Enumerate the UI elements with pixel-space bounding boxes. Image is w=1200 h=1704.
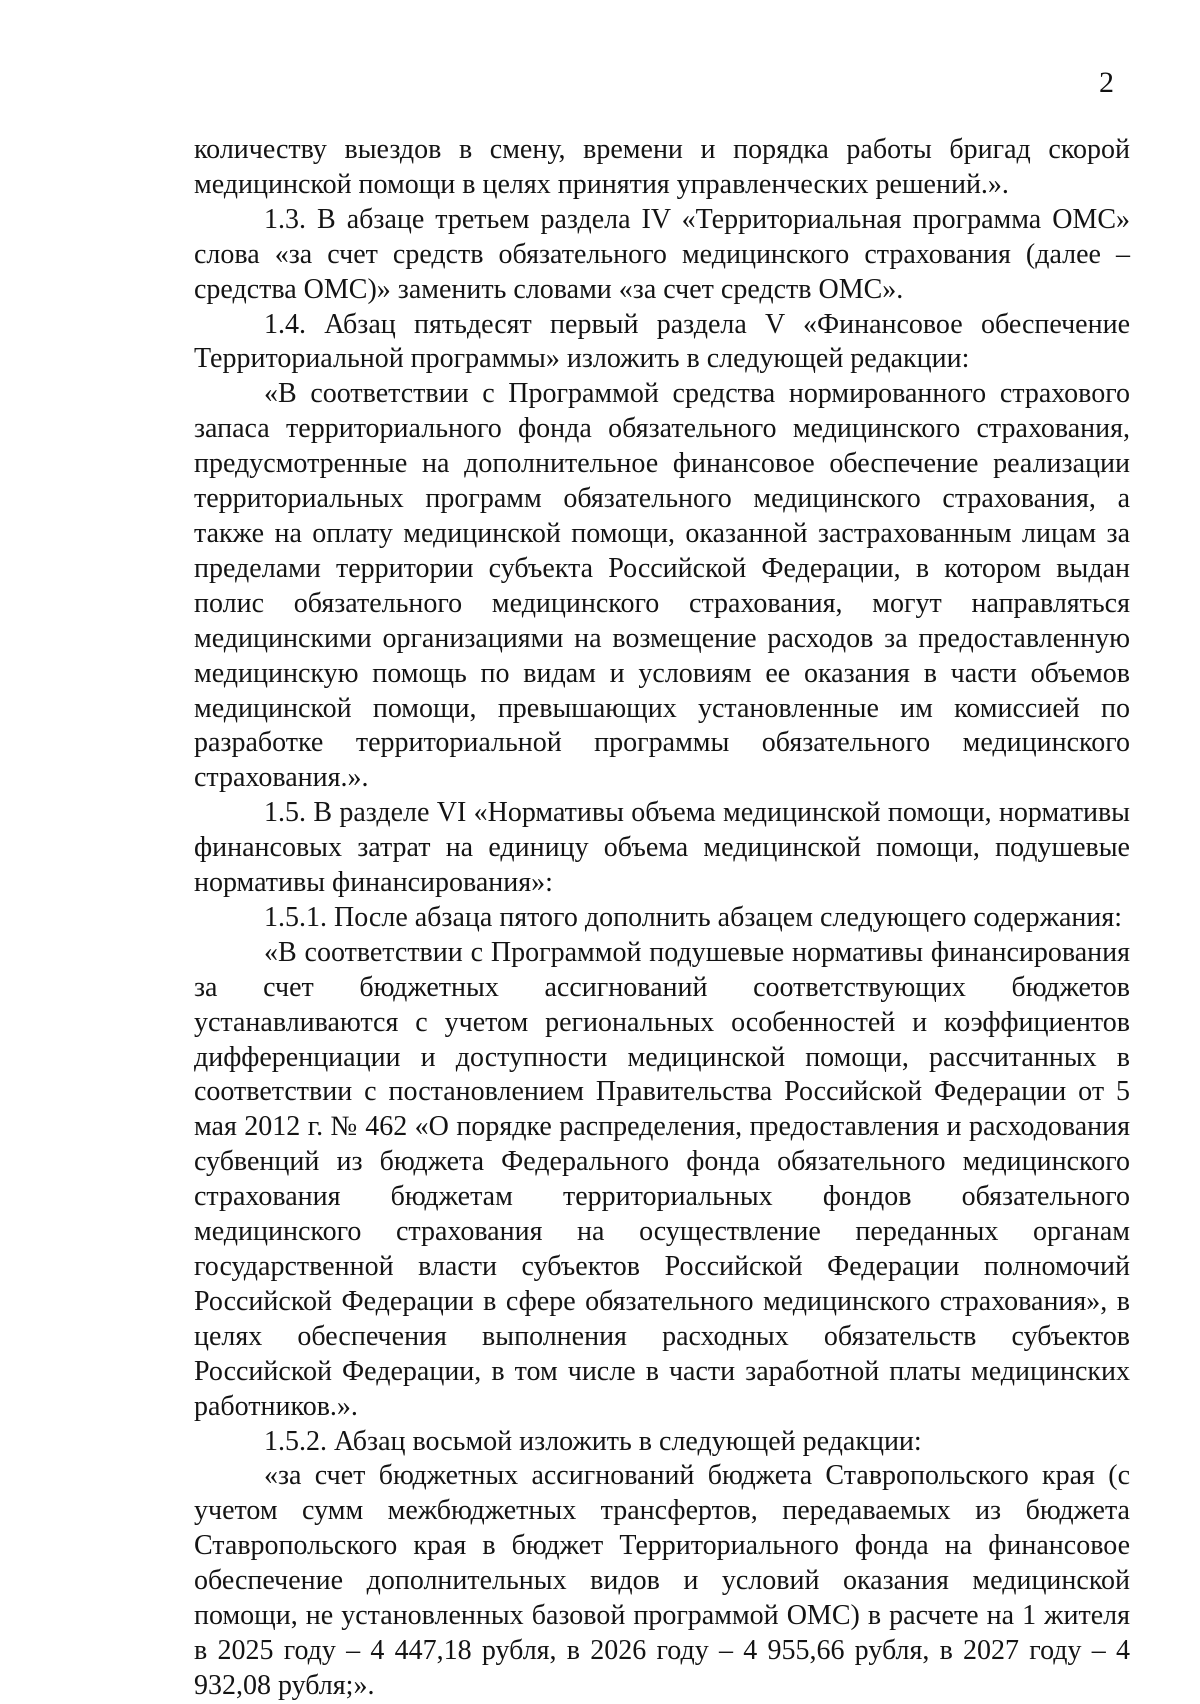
paragraph-1-4: 1.4. Абзац пятьдесят первый раздела V «Финансовое обеспечение Территориальной программы» изложить в следующей редакции: — [194, 308, 1130, 375]
paragraph-1-4-quote: «В соответствии с Программой средства нормированного страхового запаса территориального фонда обязательного медицинского страхования, предусмотренные на дополнительное финансовое обеспечение реализации территориальных программ обязательного медицинского страхования, а также на оплату медицинской помощи, оказанной застрахованным лицам за пределами территории субъекта Российской Федерации, в котором выдан полис обязательного медицинского страхования, могут направляться медицинскими организациями на возмещение расходов за предоставленную медицинскую помощь по видам и условиям ее оказания в части объемов медицинской помощи, превышающих установленные им комиссией по разработке территориальной программы обязательного медицинского страхования.». — [194, 378, 1130, 794]
paragraph-1-5-2-quote: «за счет бюджетных ассигнований бюджета Ставропольского края (с учетом сумм межбюджетных трансфертов, передаваемых из бюджета Ставропольского края в бюджет Территориального фонда на финансовое обеспечение дополнительных видов и условий оказания медицинской помощи, не установленных базовой программой ОМС) в расчете на 1 жителя в 2025 году – 4 447,18 рубля, в 2026 году – 4 955,66 рубля, в 2027 году – 4 932,08 рубля;». — [194, 1460, 1130, 1701]
paragraph-1-5-2: 1.5.2. Абзац восьмой изложить в следующей редакции: — [264, 1425, 922, 1457]
paragraph-1-5-1: 1.5.1. После абзаца пятого дополнить абзацем следующего содержания: — [264, 901, 1123, 933]
paragraph-continuation: количеству выездов в смену, времени и порядка работы бригад скорой медицинской помощи в целях принятия управленческих решений.». — [194, 134, 1130, 200]
paragraph-1-5-1-quote: «В соответствии с Программой подушевые нормативы финансирования за счет бюджетных ассигнований соответствующих бюджетов устанавливаются с учетом региональных особенностей и коэффициентов дифференциации и доступности медицинской помощи, рассчитанных в соответствии с постановлением Правительства Российской Федерации от 5 мая 2012 г. № 462 «О порядке распределения, предоставления и расходования субвенций из бюджета Федерального фонда обязательного медицинского страхования бюджетам территориальных фондов обязательного медицинского страхования на осуществление переданных органам государственной власти субъектов Российской Федерации полномочий Российской Федерации в сфере обязательного медицинского страхования», в целях обеспечения выполнения расходных обязательств субъектов Российской Федерации, в том числе в части заработной платы медицинских работников.». — [194, 936, 1130, 1422]
paragraph-1-5: 1.5. В разделе VI «Нормативы объема медицинской помощи, нормативы финансовых затрат на единицу объема медицинской помощи, подушевые нормативы финансирования»: — [194, 797, 1130, 899]
page-number: 2 — [1099, 66, 1114, 99]
paragraph-1-3: 1.3. В абзаце третьем раздела IV «Территориальная программа ОМС» слова «за счет средств обязательного медицинского страхования (далее – средства ОМС)» заменить словами «за счет средств ОМС». — [194, 203, 1130, 305]
document-body — [194, 133, 1130, 1704]
